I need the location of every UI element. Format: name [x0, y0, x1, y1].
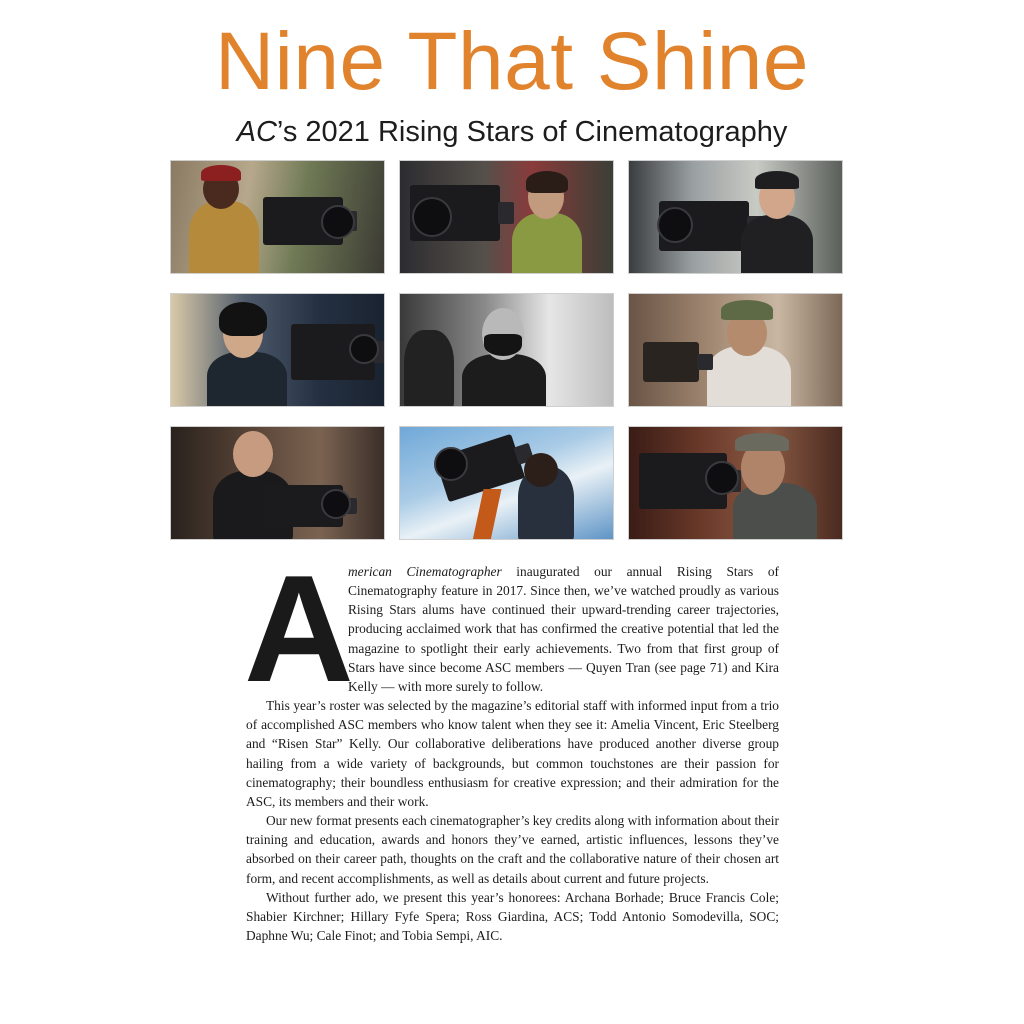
- photo-9: [628, 426, 843, 540]
- photo-5: [399, 293, 614, 407]
- article-paragraph-3: Our new format presents each cinematographer’s key credits along with information about their training and education, awards and honors they’ve earned, artistic influences, lessons they’ve absorbed on their career path, thoughts on the craft and the collaborative nature of their chosen art form, and recent accomplishments, as well as details about current and future projects.: [246, 813, 779, 886]
- article-body: [244, 544, 779, 945]
- page-title: Nine That Shine: [214, 16, 810, 107]
- magazine-name: merican Cinematographer: [348, 564, 502, 579]
- photo-3: [628, 160, 843, 274]
- photo-7: [170, 426, 385, 540]
- article-paragraph-4: Without further ado, we present this year’s honorees: Archana Borhade; Bruce Francis Cole; Shabier Kirchner; Hillary Fyfe Spera; Ross Giardina, ACS; Todd Antonio Somodevilla, SOC; Daphne Wu; Cale Finot; and Tobia Sempi, AIC.: [246, 889, 779, 943]
- subtitle-magazine-initials: AC: [236, 116, 277, 148]
- subtitle-text: ’s 2021 Rising Stars of Cinematography: [276, 116, 788, 148]
- article-paragraph-2: This year’s roster was selected by the magazine’s editorial staff with informed input from a trio of accomplished ASC members who know talent when they see it: Amelia Vincent, Eric Steelberg and “Risen Star” Kelly. Our collaborative deliberations have produced another diverse group hailing from a wide variety of backgrounds, but common touchstones are their passion for cinematography; their boundless enthusiasm for creative expression; and their admiration for the ASC, its members and their work.: [246, 698, 779, 809]
- paragraph-1-text: inaugurated our annual Rising Stars of Cinematography feature in 2017. Since then, we’ve watched proudly as various Rising Stars alums have continued their upward-trending career trajectories, producing acclaimed work that has confirmed the creative potential that led the magazine to spotlight their early achievements. Two from that first group of Stars have since become ASC members — Quyen Tran (see page 71) and Kira Kelly — with more surely to follow.: [348, 564, 779, 694]
- photo-6: [628, 293, 843, 407]
- photo-4: [170, 293, 385, 407]
- photo-1: [170, 160, 385, 274]
- photo-8: [399, 426, 614, 540]
- photo-2: [399, 160, 614, 274]
- drop-cap: A: [244, 544, 354, 714]
- page-subtitle: [0, 112, 1024, 152]
